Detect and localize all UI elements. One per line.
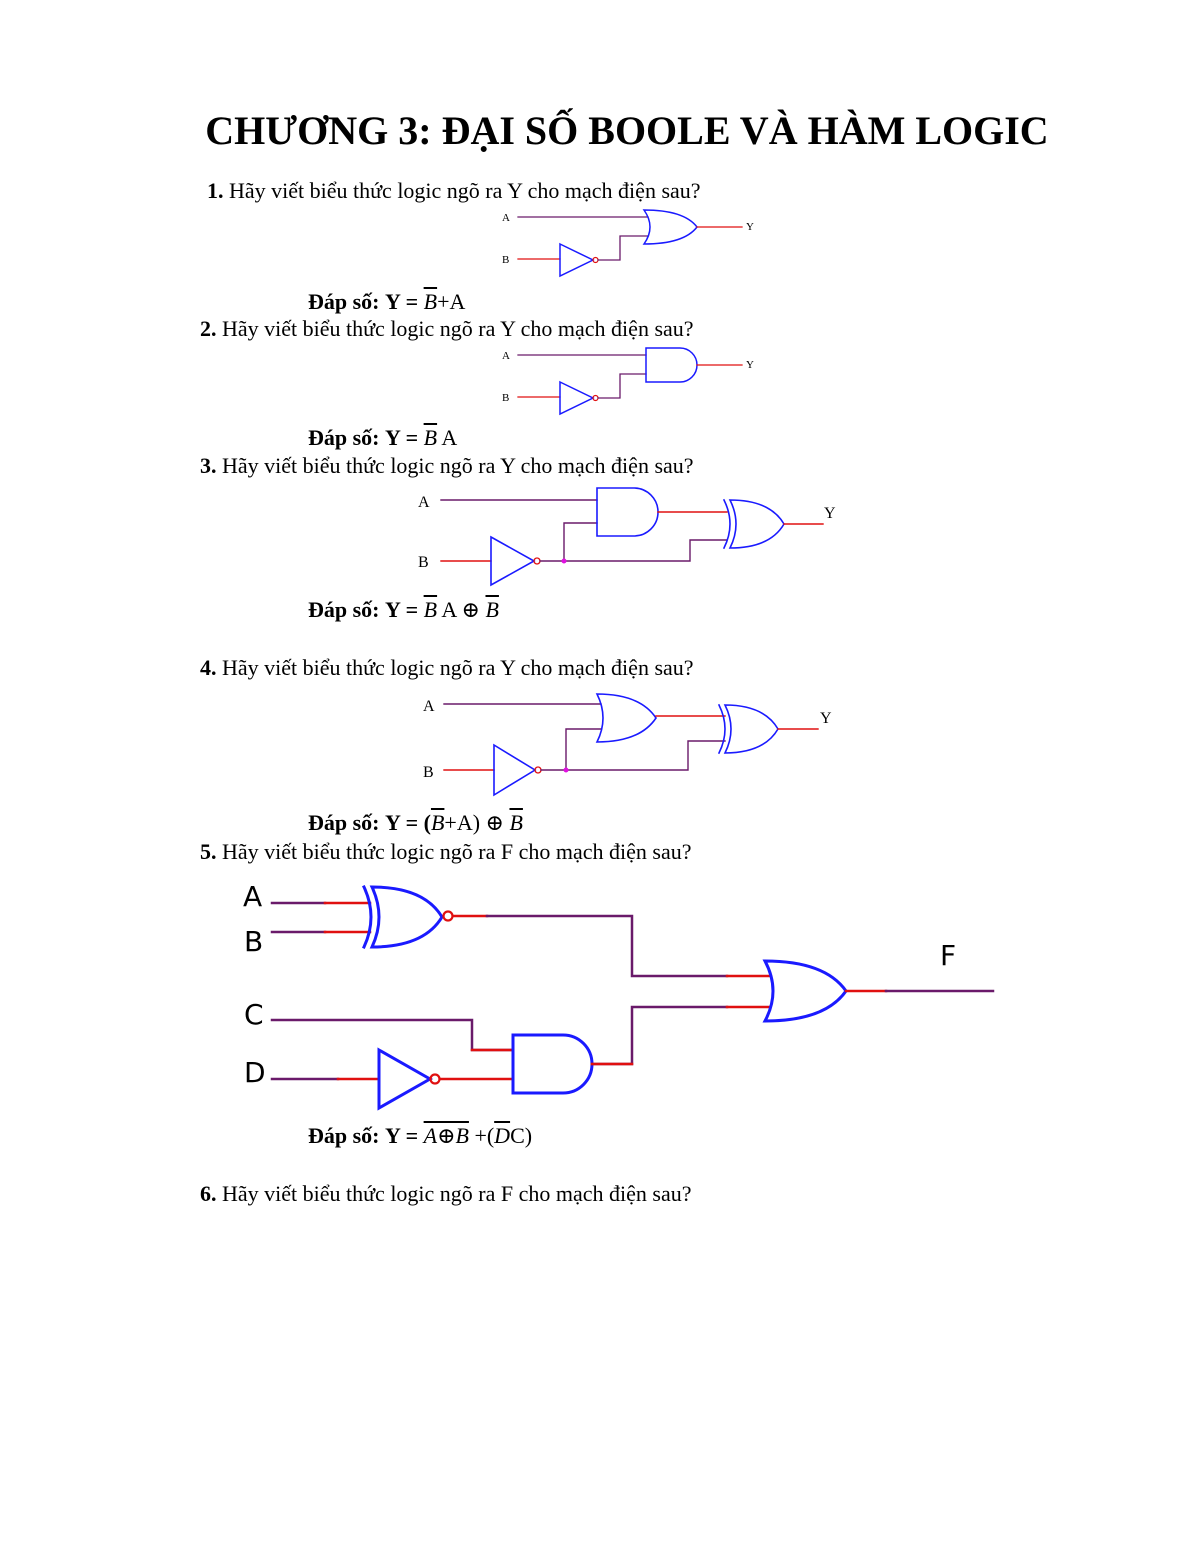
- wire-and-to-or: [592, 1007, 727, 1064]
- xor-back-curve: [719, 705, 725, 753]
- input-b-label: B: [418, 554, 429, 571]
- question-number: 2.: [200, 316, 217, 341]
- answer-label: Đáp số:: [308, 1123, 380, 1148]
- question-number: 5.: [200, 839, 217, 864]
- or-gate: [765, 961, 846, 1021]
- and-gate: [513, 1035, 592, 1093]
- output-y-label: Y: [820, 710, 832, 727]
- question-number: 6.: [200, 1181, 217, 1206]
- not-gate: [560, 382, 593, 414]
- question-text: Hãy viết biểu thức logic ngõ ra F cho mạch điện sau?: [222, 839, 692, 864]
- wire-not-to-xor: [541, 741, 725, 770]
- xnor-gate: [372, 887, 442, 947]
- not-gate: [491, 537, 534, 585]
- junction-dot: [564, 768, 568, 772]
- and-gate: [646, 348, 697, 382]
- answer-label: Đáp số:: [308, 425, 380, 450]
- xor-back-curve: [724, 500, 730, 548]
- output-y-label: Y: [746, 221, 754, 233]
- page-title: CHƯƠNG 3: ĐẠI SỐ BOOLE VÀ HÀM LOGIC: [205, 108, 1049, 153]
- junction-dot: [562, 559, 566, 563]
- circuit-1: [502, 210, 754, 276]
- or-gate: [644, 210, 697, 244]
- input-a-label: A: [423, 698, 435, 715]
- answer-lhs: Y =: [385, 1123, 424, 1148]
- and-gate: [597, 488, 658, 536]
- question-text: Hãy viết biểu thức logic ngõ ra Y cho mạch điện sau?: [222, 453, 694, 478]
- answer-rest: C): [510, 1123, 533, 1148]
- question-number: 3.: [200, 453, 217, 478]
- xor-gate: [730, 500, 784, 548]
- question-text: Hãy viết biểu thức logic ngõ ra Y cho mạch điện sau?: [229, 178, 701, 203]
- circuit-2: [502, 348, 754, 414]
- answer-lhs: Y = (: [385, 810, 431, 835]
- circuit-3: [418, 488, 836, 585]
- output-f-label: F: [940, 939, 957, 972]
- answer-lhs: Y =: [385, 425, 424, 450]
- answer-b-bar: $\overline{B}$: [423, 289, 438, 314]
- answer-d-bar: $\overline{D}$: [494, 1123, 511, 1148]
- answer-mid: +(: [468, 1123, 495, 1148]
- wire-not-to-or: [566, 729, 601, 770]
- question-number: 4.: [200, 655, 217, 680]
- input-a-label: A: [418, 494, 430, 511]
- input-c-label: C: [244, 998, 264, 1031]
- answer-label: Đáp số:: [308, 597, 380, 622]
- wire-not-out: [598, 236, 648, 260]
- input-a-label: A: [502, 350, 510, 362]
- answer-b-bar: $\overline{B}$: [423, 425, 438, 450]
- wire-c: [272, 1020, 513, 1050]
- input-b-label: B: [423, 764, 434, 781]
- input-d-label: D: [244, 1056, 266, 1089]
- input-b-label: B: [244, 925, 264, 958]
- answer-b2-bar: $\overline{B}$: [509, 810, 523, 835]
- question-text: Hãy viết biểu thức logic ngõ ra F cho mạch điện sau?: [222, 1181, 692, 1206]
- answer-xor-bar: A⊕B: [423, 1123, 469, 1148]
- not-gate: [379, 1050, 430, 1108]
- question-number: 1.: [207, 178, 224, 203]
- output-y-label: Y: [746, 359, 754, 371]
- answer-mid: A ⊕: [437, 597, 486, 622]
- input-a-label: A: [243, 880, 263, 913]
- answer-lhs: Y =: [385, 289, 424, 314]
- wire-not-out: [598, 374, 646, 398]
- question-text: Hãy viết biểu thức logic ngõ ra Y cho mạch điện sau?: [222, 655, 694, 680]
- answer-label: Đáp số:: [308, 810, 380, 835]
- answer-b-bar: $\overline{B}$: [423, 597, 438, 622]
- output-y-label: Y: [824, 505, 836, 522]
- question-text: Hãy viết biểu thức logic ngõ ra Y cho mạch điện sau?: [222, 316, 694, 341]
- answer-rest: A: [437, 425, 458, 450]
- inversion-bubble: [444, 912, 453, 921]
- wire-not-to-xor: [540, 540, 727, 561]
- input-b-label: B: [502, 254, 510, 266]
- answer-label: Đáp số:: [308, 289, 380, 314]
- input-b-label: B: [502, 392, 510, 404]
- circuit-5: [243, 880, 993, 1108]
- xnor-back-curve: [364, 887, 371, 947]
- not-gate: [494, 745, 535, 795]
- answer-mid: +A) ⊕: [444, 810, 510, 835]
- or-gate: [597, 694, 656, 742]
- answer-lhs: Y =: [385, 597, 424, 622]
- wire-xnor-to-or: [487, 916, 727, 976]
- answer-b-bar: $\overline{B}$: [430, 810, 445, 835]
- circuit-4: [423, 694, 832, 795]
- answer-b2-bar: $\overline{B}$: [485, 597, 499, 622]
- not-gate: [560, 244, 593, 276]
- xor-gate: [725, 705, 778, 753]
- wire-not-to-and: [564, 523, 597, 561]
- input-a-label: A: [502, 212, 510, 224]
- answer-rest: +A: [437, 289, 466, 314]
